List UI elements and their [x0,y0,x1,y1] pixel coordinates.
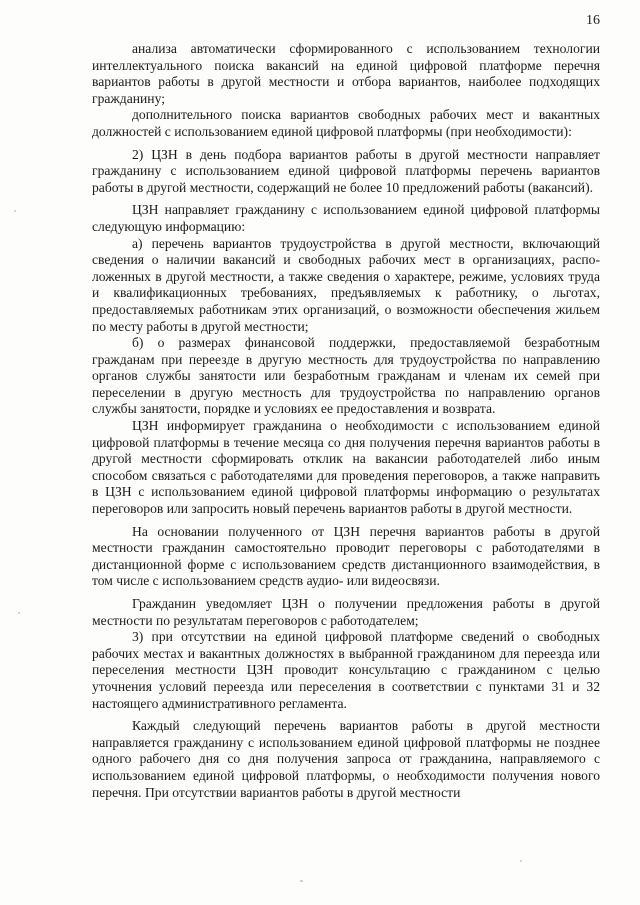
paragraph: Гражданин уведомляет ЦЗН о получении предложения работы в другой местности по результатам переговоров с работодателем; [92,596,600,628]
paragraph: 3) при отсутствии на единой цифровой платформе сведений о свободных рабочих местах и вакантных должностях в выбранной гражданином для переезда или переселения местности ЦЗН проводит консультацию с гражданином с целью уточнения условий переезда или переселения в соответствии с пунктами 31 и 32 настоящего административного регламента. [92,629,600,711]
scan-speck [300,880,303,882]
paragraph: а) перечень вариантов трудоустройства в другой местности, включающий сведения о наличии вакансий и свободных рабочих мест в организациях, расположенных в другой местности, а также сведения о характере, режиме, условиях труда и квалификационных требованиях, предъявляемых к работнику, о льготах, предоставляемых работникам этих организаций, о возможности обеспечения жильем по месту работы в другой местности; [92,235,600,334]
paragraph: ЦЗН направляет гражданину с использованием единой цифровой платформы следующую информацию: [92,202,600,234]
scan-speck [18,612,20,614]
document-body [92,41,600,801]
paragraph: ЦЗН информирует гражданина о необходимости с использованием единой цифровой платформы в течение месяца со дня получения перечня вариантов работы в другой местности сформировать отклик на вакансии работодателей либо иным способом связаться с работодателями для проведения переговоров, а также направить в ЦЗН с использованием единой цифровой платформы информацию о результатах переговоров или запросить новый перечень вариантов работы в другой местности. [92,418,600,517]
scan-speck [520,860,522,862]
scan-speck [14,210,16,212]
paragraph: б) о размерах финансовой поддержки, предоставляемой безработным гражданам при переезде в другую местность для трудоустройства по направлению органов службы занятости или безработным гражданам и членам их семей при переселении в другую местность для трудоустройства по направлению органов службы занятости, порядке и условиях ее предоставления и возврата. [92,335,600,417]
paragraph: На основании полученного от ЦЗН перечня вариантов работы в другой местности гражданин самостоятельно проводит переговоры с работодателями в дистанционной форме с использованием средств дистанционного взаимодействия, в том числе с использованием средств аудио- или видеосвязи. [92,523,600,589]
paragraph: анализа автоматически сформированного с использованием технологии интеллектуального поиска вакансий на единой цифровой платформе перечня вариантов работы в другой местности и отбора вариантов, наиболее подходящих гражданину; [92,41,600,106]
paragraph: 2) ЦЗН в день подбора вариантов работы в другой местности направляет гражданину с использованием единой цифровой платформы перечень вариантов работы в другой местности, содержащий не более 10 предложений работы (вакансий). [92,146,600,195]
paragraph: Каждый следующий перечень вариантов работы в другой местности направляется гражданину с использованием единой цифровой платформы не позднее одного рабочего дня со дня получения запроса от гражданина, направляемого с использованием единой цифровой платформы, о необходимости получения нового перечня. При отсутствии вариантов работы в другой местности [92,718,600,800]
paragraph: дополнительного поиска вариантов свободных рабочих мест и вакантных должностей с использованием единой цифровой платформы (при необходимости): [92,107,600,139]
page-number: 16 [586,13,600,28]
